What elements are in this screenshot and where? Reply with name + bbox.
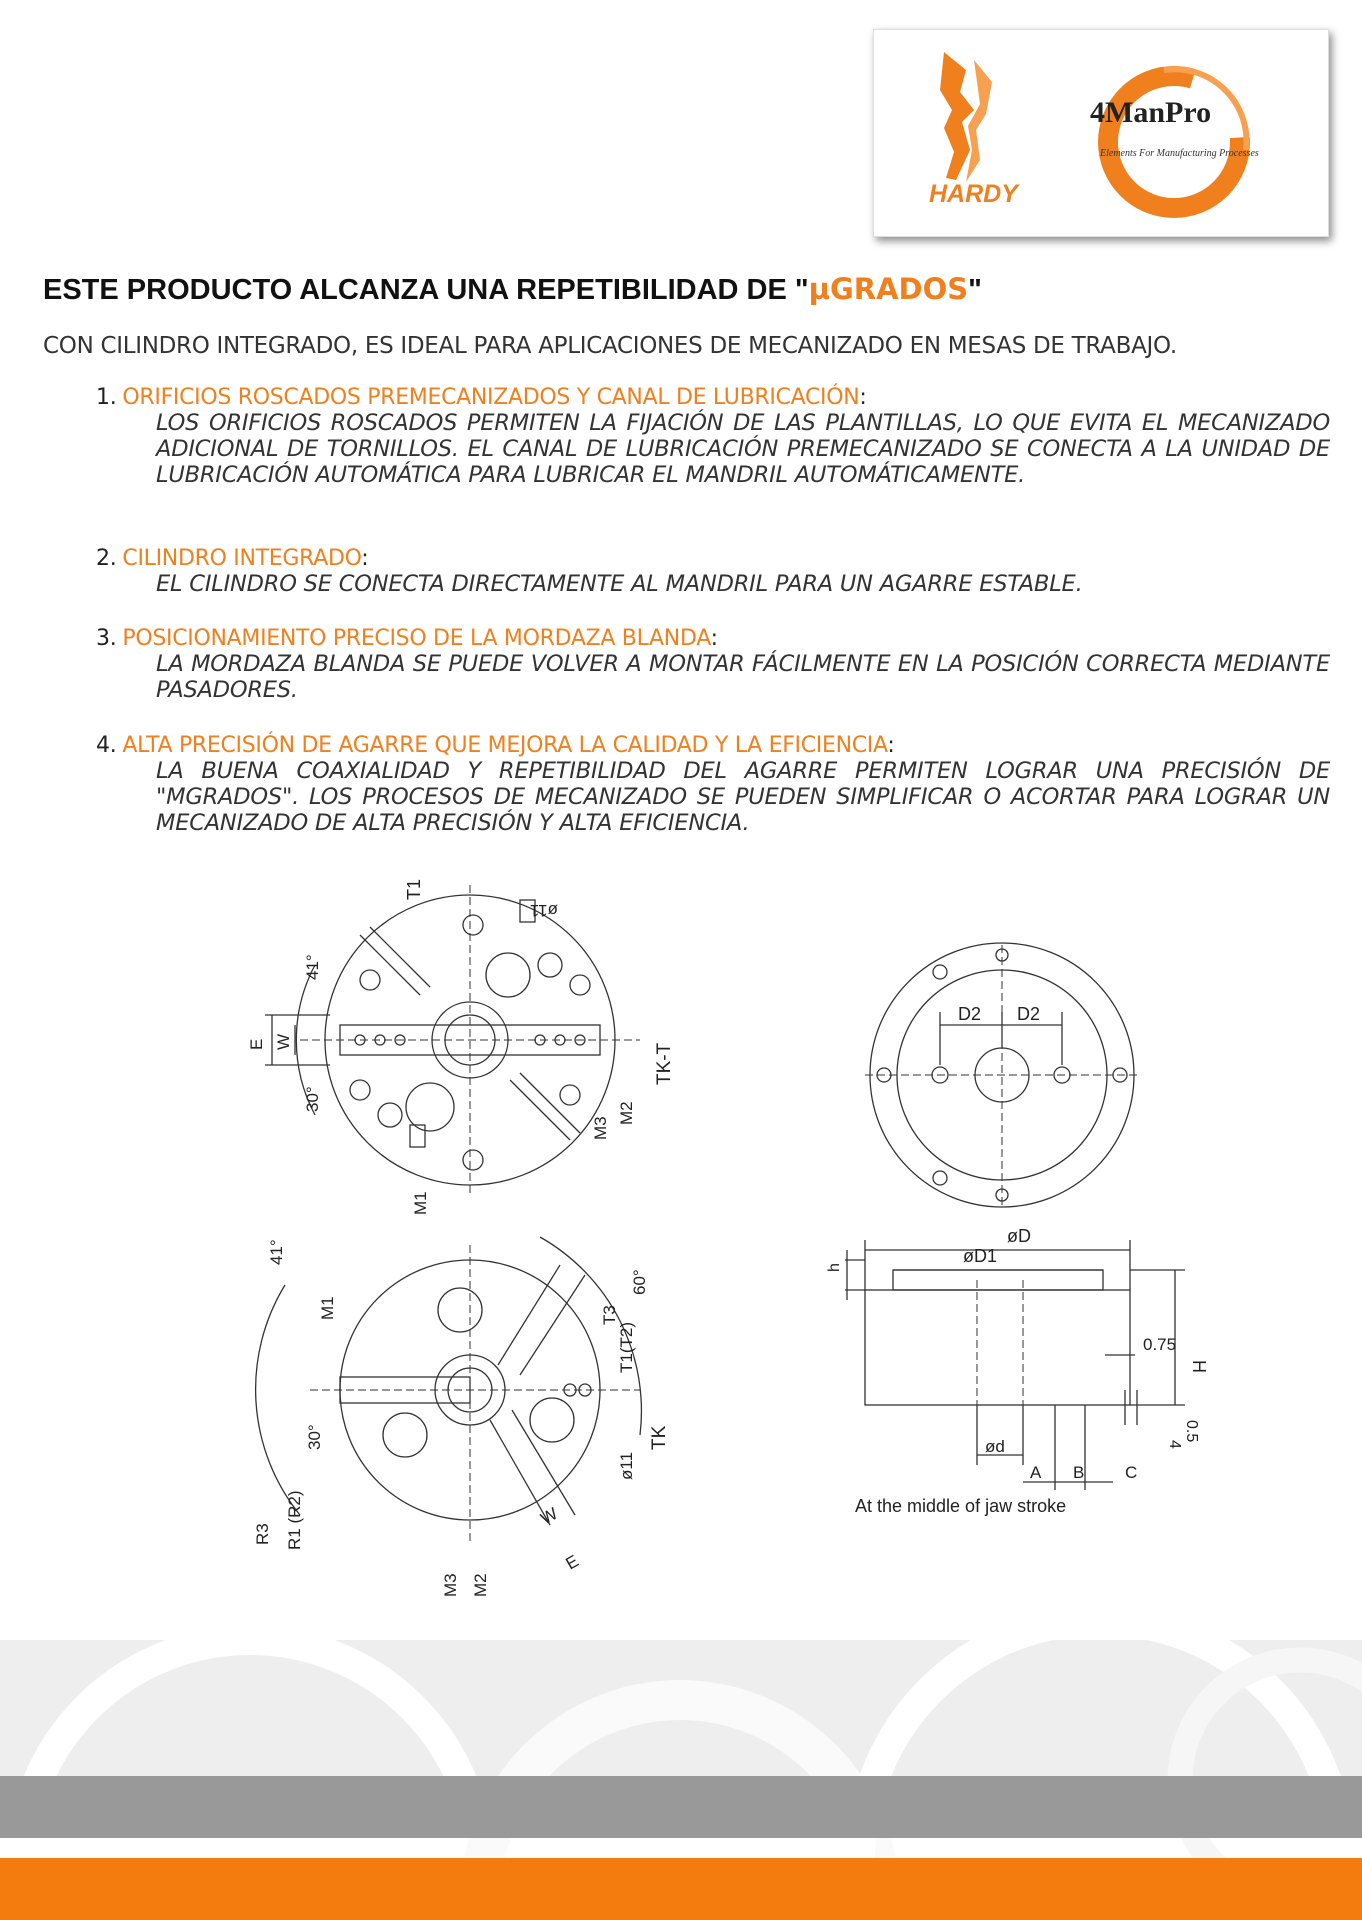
svg-text:T1: T1	[404, 878, 424, 900]
feature-item: 1. ORIFICIOS ROSCADOS PREMECANIZADOS Y CANAL DE LUBRICACIÓN: LOS ORIFICIOS ROSCADOS PERMITEN LA FIJACIÓN DE LAS PLANTILLAS, LO QUE EVITA EL MECANIZADO ADICIONAL DE TORNILLOS. EL CANAL DE LUBRICACIÓN PREMECANIZADO SE CONECTA A LA UNIDAD DE LUBRICACIÓN AUTOMÁTICA PARA LUBRICAR EL MANDRIL AUTOMÁTICAMENTE.	[96, 385, 1330, 488]
svg-text:H: H	[1189, 1360, 1209, 1373]
svg-text:30°: 30°	[305, 1424, 324, 1450]
svg-text:R1 (R2): R1 (R2)	[285, 1490, 304, 1550]
svg-text:W: W	[537, 1503, 561, 1529]
amanpro-logo	[1090, 69, 1259, 208]
svg-text:C: C	[1125, 1463, 1138, 1482]
svg-text:A: A	[1030, 1463, 1042, 1482]
flange-side-view-drawing	[825, 1220, 1209, 1520]
hardy-logo	[929, 52, 1020, 208]
svg-text:TK-T: TK-T	[654, 1042, 675, 1085]
svg-text:30°: 30°	[303, 1086, 322, 1112]
svg-text:ød: ød	[985, 1437, 1005, 1456]
feature-item: 4. ALTA PRECISIÓN DE AGARRE QUE MEJORA LA CALIDAD Y LA EFICIENCIA: LA BUENA COAXIALIDAD Y REPETIBILIDAD DEL AGARRE PERMITEN LOGRAR UNA PRECISIÓN DE "ΜGRADOS". LOS PROCESOS DE MECANIZADO SE PUEDEN SIMPLIFICAR O ACORTAR PARA LOGRAR UN MECANIZADO DE ALTA PRECISIÓN Y ALTA EFICIENCIA.	[96, 733, 1330, 836]
svg-text:D2: D2	[1017, 1004, 1041, 1024]
footer-orange-bar	[0, 1858, 1362, 1920]
footer-decoration	[0, 1640, 1362, 1780]
svg-text:60°: 60°	[630, 1269, 649, 1295]
svg-text:W: W	[274, 1033, 293, 1050]
svg-text:M1: M1	[318, 1296, 337, 1320]
svg-text:41°: 41°	[303, 954, 322, 980]
flange-front-view-drawing	[860, 940, 1160, 1215]
svg-text:M3: M3	[441, 1573, 460, 1597]
brand-logos	[873, 29, 1329, 237]
page-title: ESTE PRODUCTO ALCANZA UNA REPETIBILIDAD DE "µGRADOS"	[43, 272, 982, 306]
feature-item: 3. POSICIONAMIENTO PRECISO DE LA MORDAZA BLANDA: LA MORDAZA BLANDA SE PUEDE VOLVER A MONTAR FÁCILMENTE EN LA POSICIÓN CORRECTA MEDIANTE PASADORES.	[96, 626, 1330, 703]
svg-text:E: E	[247, 1038, 266, 1050]
svg-text:M2: M2	[471, 1573, 490, 1597]
svg-text:T3: T3	[600, 1305, 619, 1325]
svg-text:h: h	[826, 1263, 843, 1272]
svg-text:ø11: ø11	[617, 1451, 636, 1480]
svg-text:0.5: 0.5	[1183, 1420, 1200, 1443]
svg-text:4ManPro: 4ManPro	[1090, 96, 1212, 129]
svg-text:M2: M2	[617, 1101, 636, 1125]
svg-text:øD1: øD1	[963, 1246, 998, 1266]
svg-text:TK: TK	[649, 1425, 670, 1450]
feature-item: 2. CILINDRO INTEGRADO: EL CILINDRO SE CONECTA DIRECTAMENTE AL MANDRIL PARA UN AGARRE ESTABLE.	[96, 546, 1083, 597]
svg-text:At the middle of jaw stroke: At the middle of jaw stroke	[855, 1496, 1067, 1516]
svg-text:M1: M1	[411, 1191, 430, 1215]
svg-text:Elements For Manufacturing Pro: Elements For Manufacturing Processes	[1100, 148, 1259, 159]
chuck-top-view-drawing	[240, 875, 690, 1225]
svg-text:HARDY: HARDY	[929, 180, 1018, 208]
svg-text:T1(T2): T1(T2)	[617, 1322, 636, 1373]
svg-text:M3: M3	[591, 1116, 610, 1140]
svg-text:D2: D2	[958, 1004, 982, 1024]
svg-text:ø11: ø11	[529, 901, 558, 920]
svg-text:B: B	[1073, 1463, 1085, 1482]
page-subtitle: CON CILINDRO INTEGRADO, ES IDEAL PARA APLICACIONES DE MECANIZADO EN MESAS DE TRABAJO.	[43, 333, 1177, 359]
svg-text:R3: R3	[253, 1523, 272, 1545]
svg-text:0.75: 0.75	[1143, 1335, 1177, 1354]
svg-text:41°: 41°	[267, 1239, 286, 1265]
chuck-bottom-view-drawing	[240, 1225, 700, 1605]
svg-text:øD: øD	[1007, 1226, 1031, 1246]
footer-gray-bar	[0, 1776, 1362, 1838]
svg-text:4: 4	[1166, 1440, 1183, 1449]
svg-text:E: E	[562, 1551, 582, 1574]
